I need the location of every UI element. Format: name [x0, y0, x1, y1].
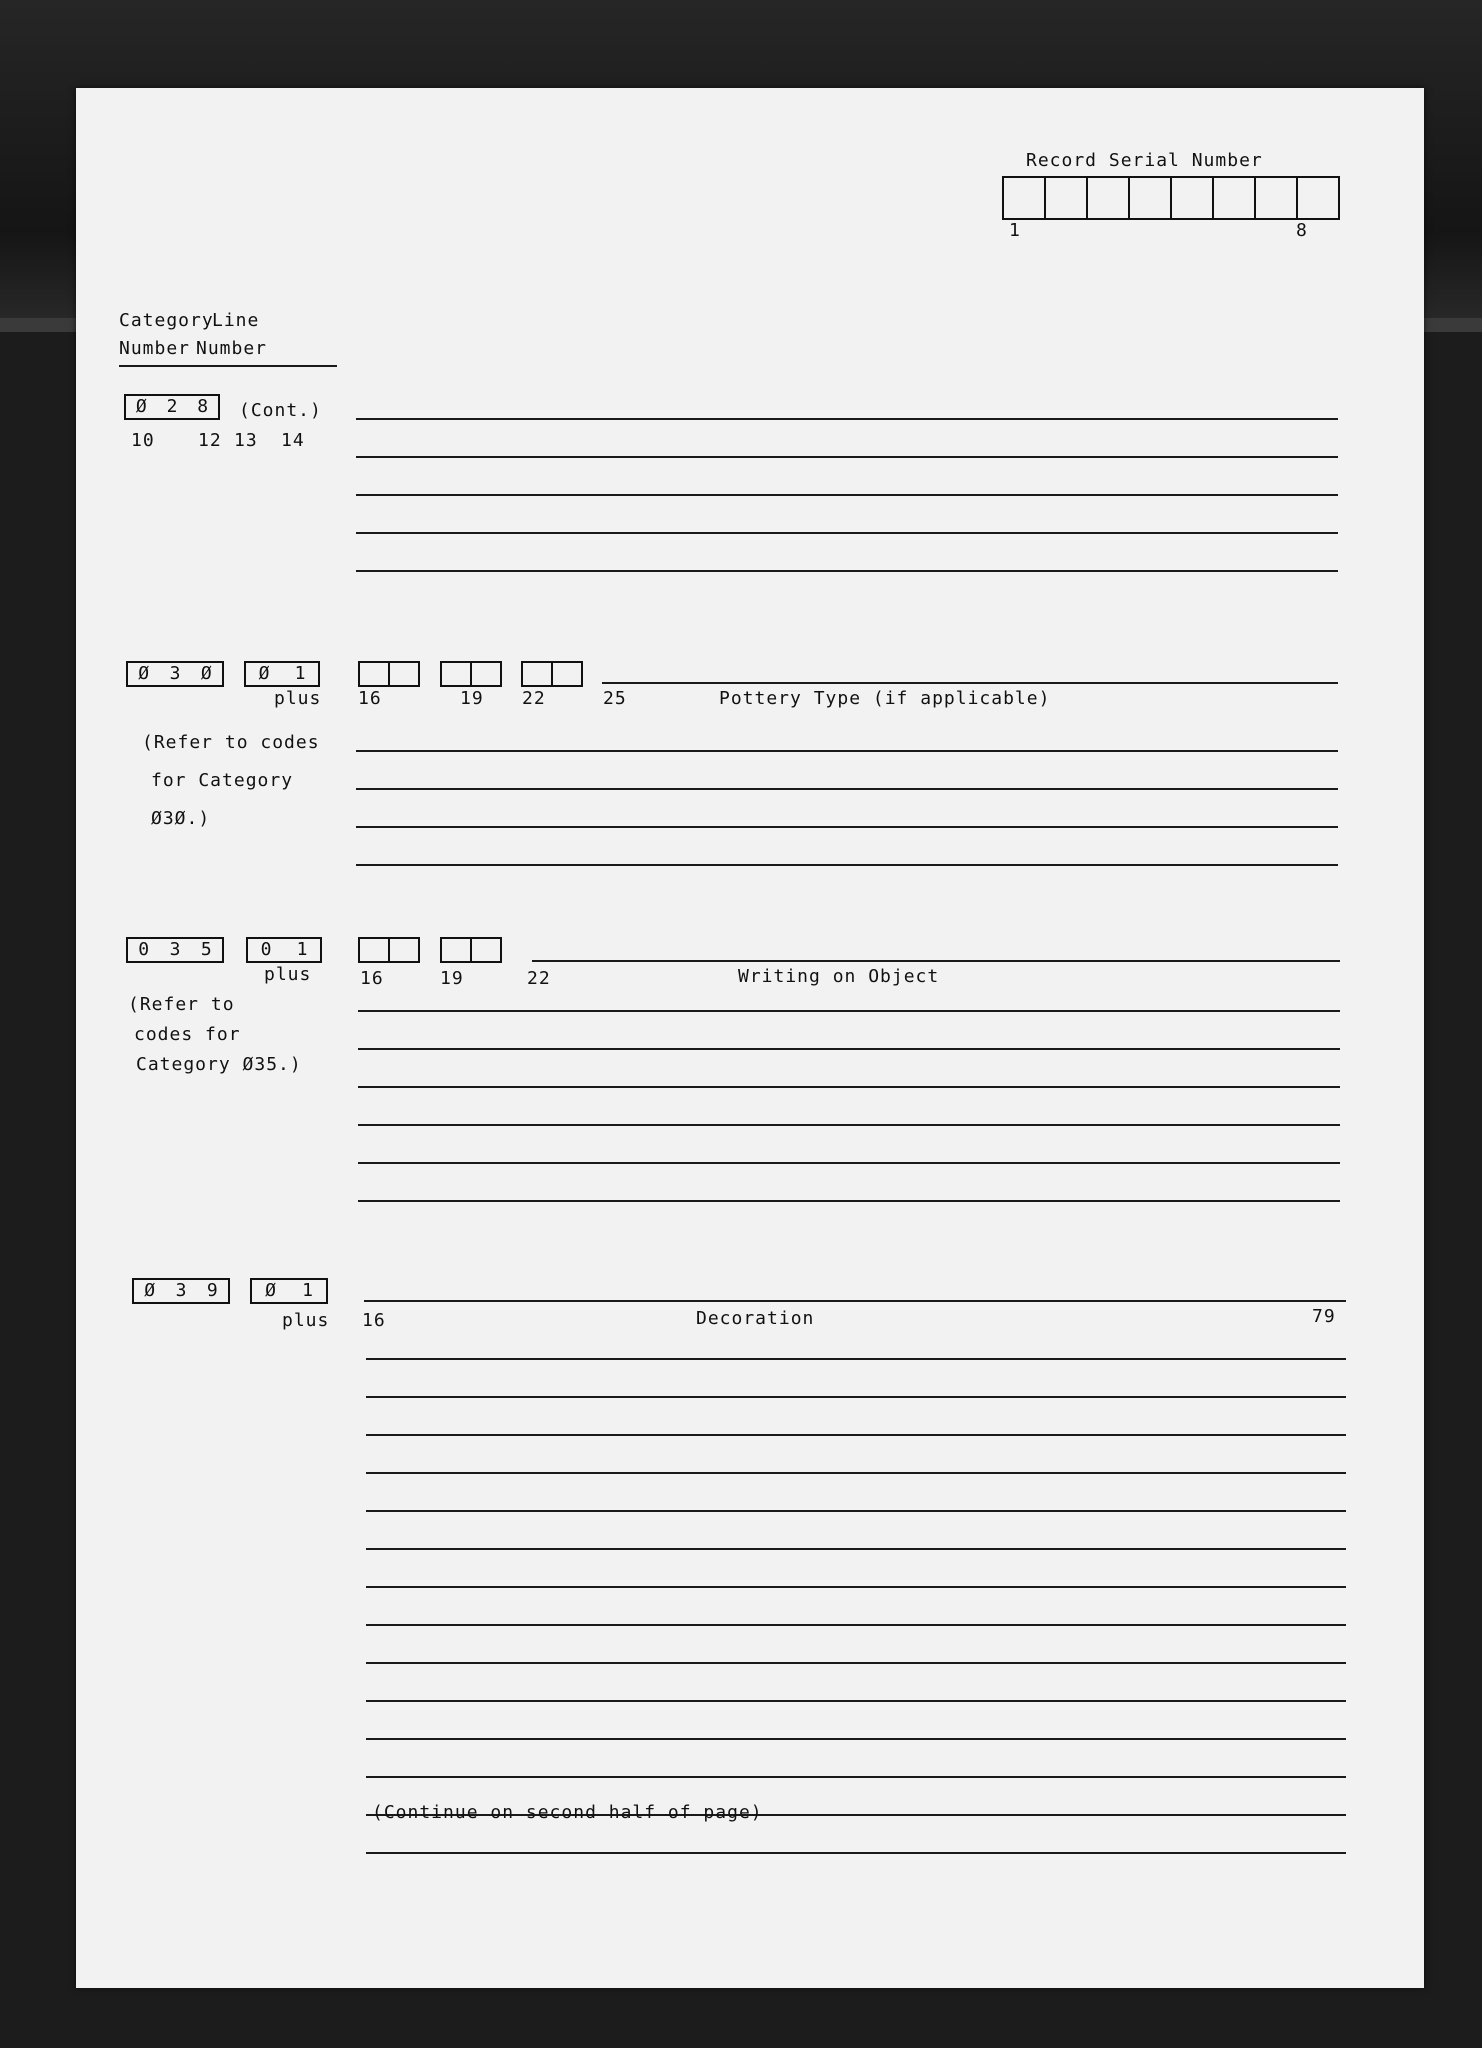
- header-underline: [119, 365, 337, 367]
- plus-label: plus: [264, 964, 312, 985]
- code-digit: 0: [260, 939, 272, 960]
- writing-line[interactable]: [364, 1300, 1346, 1302]
- writing-line[interactable]: [358, 1162, 1340, 1164]
- plus-label: plus: [282, 1310, 330, 1331]
- writing-line[interactable]: [366, 1586, 1346, 1588]
- writing-line[interactable]: [358, 1124, 1340, 1126]
- code-digit: Ø: [144, 1280, 156, 1301]
- col-16: 16: [360, 968, 384, 989]
- writing-line[interactable]: [356, 570, 1338, 572]
- refer-note-035-1: (Refer to: [128, 994, 235, 1015]
- code-box-22[interactable]: [521, 661, 583, 687]
- serial-start-col: 1: [1009, 220, 1021, 241]
- writing-line[interactable]: [366, 1852, 1346, 1854]
- col-10: 10: [131, 430, 155, 451]
- writing-line[interactable]: [356, 418, 1338, 420]
- writing-on-object-heading: Writing on Object: [738, 966, 940, 987]
- refer-note-030-2: for Category: [151, 770, 294, 791]
- code-digit: 3: [169, 939, 181, 960]
- writing-line[interactable]: [366, 1434, 1346, 1436]
- serial-end-col: 8: [1296, 220, 1308, 241]
- writing-line[interactable]: [358, 1048, 1340, 1050]
- pottery-type-heading: Pottery Type (if applicable): [719, 688, 1051, 709]
- serial-cell[interactable]: [1004, 178, 1044, 218]
- col-14: 14: [281, 430, 305, 451]
- code-digit: 1: [296, 939, 308, 960]
- continue-note: (Continue on second half of page): [372, 1802, 763, 1823]
- line-number-039[interactable]: [250, 1278, 328, 1304]
- code-digit: 3: [175, 1280, 187, 1301]
- writing-line[interactable]: [358, 1086, 1340, 1088]
- writing-line[interactable]: [366, 1472, 1346, 1474]
- writing-line[interactable]: [366, 1700, 1346, 1702]
- writing-line[interactable]: [356, 750, 1338, 752]
- writing-line[interactable]: [358, 1010, 1340, 1012]
- code-digit: 0: [138, 939, 150, 960]
- writing-line[interactable]: [366, 1358, 1346, 1360]
- code-box-19[interactable]: [440, 661, 502, 687]
- code-box-16[interactable]: [358, 937, 420, 963]
- writing-line[interactable]: [532, 960, 1340, 962]
- category-code-039[interactable]: [132, 1278, 230, 1304]
- writing-line[interactable]: [602, 682, 1338, 684]
- code-digit: Ø: [265, 1280, 276, 1301]
- code-digit: Ø: [200, 663, 212, 684]
- line-number-035[interactable]: [246, 937, 322, 963]
- code-digit: 5: [200, 939, 212, 960]
- col-25: 25: [603, 688, 627, 709]
- header-category: Category: [119, 310, 214, 331]
- col-22: 22: [527, 968, 551, 989]
- form-sheet: [76, 88, 1424, 1988]
- serial-cell[interactable]: [1044, 178, 1086, 218]
- code-digit: Ø: [138, 663, 150, 684]
- refer-note-035-3: Category Ø35.): [136, 1054, 302, 1075]
- writing-line[interactable]: [366, 1396, 1346, 1398]
- code-digit: Ø: [135, 396, 147, 417]
- writing-line[interactable]: [356, 494, 1338, 496]
- col-12: 12: [198, 430, 222, 451]
- serial-cell[interactable]: [1170, 178, 1212, 218]
- serial-cell[interactable]: [1212, 178, 1254, 218]
- writing-line[interactable]: [356, 864, 1338, 866]
- code-digit: 9: [206, 1280, 218, 1301]
- header-line: Line: [212, 310, 260, 331]
- record-serial-boxes[interactable]: [1002, 176, 1340, 220]
- category-code-030[interactable]: [126, 661, 224, 687]
- col-22: 22: [522, 688, 546, 709]
- col-16: 16: [358, 688, 382, 709]
- writing-line[interactable]: [356, 788, 1338, 790]
- code-box-19[interactable]: [440, 937, 502, 963]
- line-number-030[interactable]: [244, 661, 320, 687]
- writing-line[interactable]: [356, 456, 1338, 458]
- writing-line[interactable]: [356, 826, 1338, 828]
- writing-line[interactable]: [356, 532, 1338, 534]
- refer-note-030-1: (Refer to codes: [142, 732, 320, 753]
- serial-cell[interactable]: [1128, 178, 1170, 218]
- col-19: 19: [460, 688, 484, 709]
- writing-line[interactable]: [366, 1662, 1346, 1664]
- code-digit: 3: [169, 663, 181, 684]
- serial-cell[interactable]: [1254, 178, 1296, 218]
- serial-cell[interactable]: [1296, 178, 1338, 218]
- code-digit: 8: [197, 396, 209, 417]
- code-digit: 2: [166, 396, 178, 417]
- col-13: 13: [234, 430, 258, 451]
- code-digit: Ø: [258, 663, 270, 684]
- col-79: 79: [1312, 1306, 1336, 1327]
- code-digit: 1: [294, 663, 306, 684]
- serial-cell[interactable]: [1086, 178, 1128, 218]
- code-box-16[interactable]: [358, 661, 420, 687]
- header-number-2: Number: [196, 338, 268, 359]
- record-serial-title: Record Serial Number: [1026, 150, 1263, 171]
- code-digit: 1: [302, 1280, 313, 1301]
- category-code-028[interactable]: [124, 394, 220, 420]
- writing-line[interactable]: [366, 1548, 1346, 1550]
- cont-label: (Cont.): [239, 400, 322, 421]
- refer-note-035-2: codes for: [134, 1024, 241, 1045]
- col-19: 19: [440, 968, 464, 989]
- writing-line[interactable]: [366, 1624, 1346, 1626]
- refer-note-030-3: Ø3Ø.): [151, 808, 211, 829]
- writing-line[interactable]: [358, 1200, 1340, 1202]
- writing-line[interactable]: [366, 1738, 1346, 1740]
- header-number-1: Number: [119, 338, 191, 359]
- plus-label: plus: [274, 688, 322, 709]
- decoration-heading: Decoration: [696, 1308, 815, 1329]
- category-code-035[interactable]: [126, 937, 224, 963]
- writing-line[interactable]: [366, 1776, 1346, 1778]
- writing-line[interactable]: [366, 1510, 1346, 1512]
- col-16: 16: [362, 1310, 386, 1331]
